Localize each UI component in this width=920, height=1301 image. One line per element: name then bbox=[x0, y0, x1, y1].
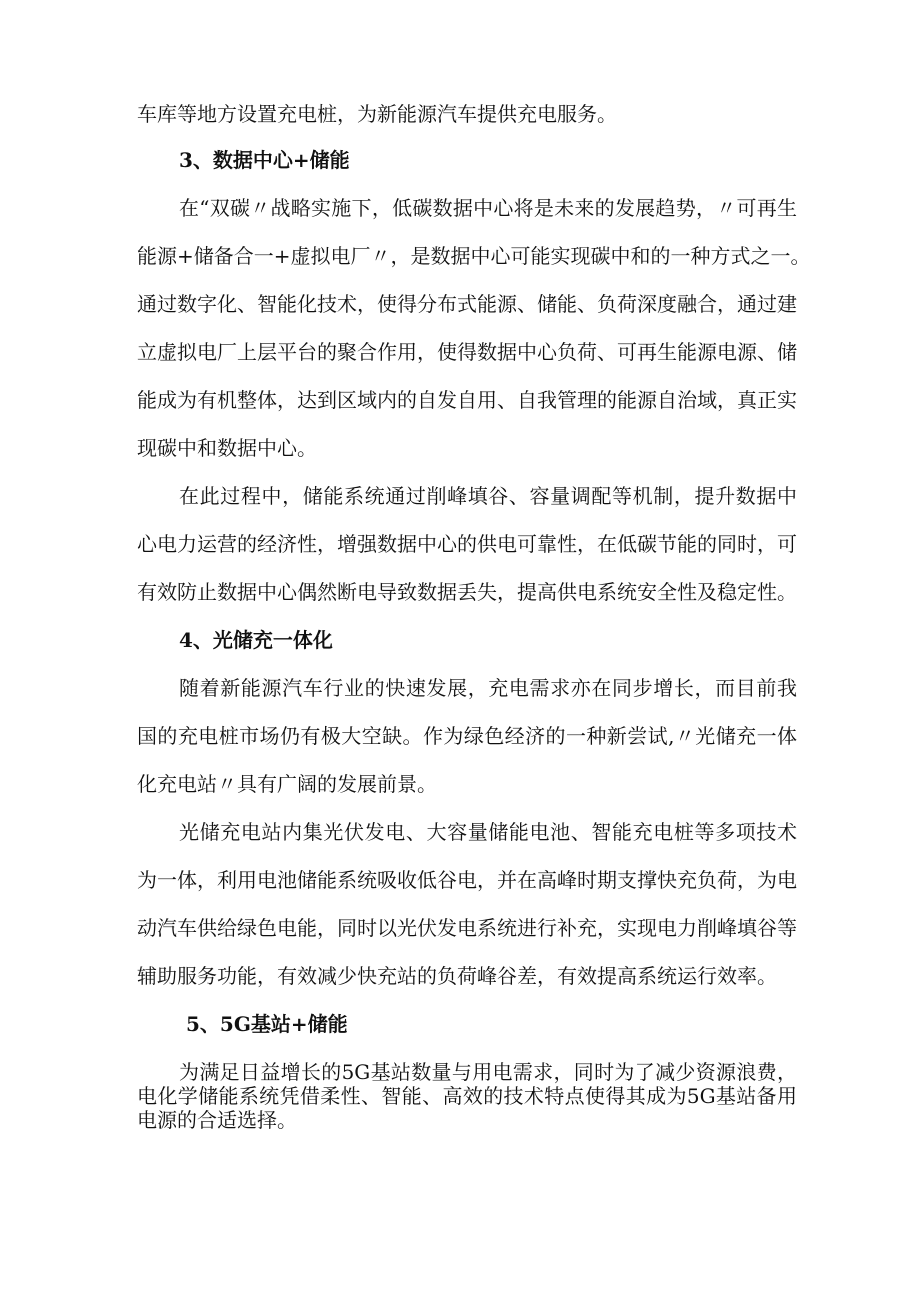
paragraph-line: 有效防止数据中心偶然断电导致数据丢失，提高供电系统安全性及稳定性。 bbox=[137, 580, 797, 604]
paragraph-line: 心电力运营的经济性，增强数据中心的供电可靠性，在低碳节能的同时，可 bbox=[137, 532, 797, 556]
paragraph-line: 为一体，利用电池储能系统吸收低谷电，并在高峰时期支撑快充负荷，为电 bbox=[137, 868, 797, 892]
paragraph-line: 化充电站〃具有广阔的发展前景。 bbox=[137, 772, 437, 796]
paragraph-line: 辅助服务功能，有效减少快充站的负荷峰谷差，有效提高系统运行效率。 bbox=[137, 964, 777, 988]
section-heading-3: 3、数据中心+储能 bbox=[179, 148, 350, 172]
paragraph-line: 能源+储备合一+虚拟电厂〃，是数据中心可能实现碳中和的一种方式之一。 bbox=[137, 244, 811, 268]
paragraph-line: 电化学储能系统凭借柔性、智能、高效的技术特点使得其成为5G基站备用 bbox=[137, 1084, 797, 1108]
paragraph-line: 现碳中和数据中心。 bbox=[137, 436, 317, 460]
paragraph-line: 立虚拟电厂上层平台的聚合作用，使得数据中心负荷、可再生能源电源、储 bbox=[137, 340, 797, 364]
paragraph-line: 电源的合适选择。 bbox=[137, 1108, 297, 1132]
paragraph-line: 光储充电站内集光伏发电、大容量储能电池、智能充电桩等多项技术 bbox=[179, 820, 797, 844]
section-heading-4: 4、光储充一体化 bbox=[179, 628, 333, 652]
paragraph-line: 在“双碳〃战略实施下，低碳数据中心将是未来的发展趋势，〃可再生 bbox=[179, 196, 797, 220]
section-heading-5: 5、5G基站+储能 bbox=[186, 1012, 348, 1036]
paragraph-line: 通过数字化、智能化技术，使得分布式能源、储能、负荷深度融合，通过建 bbox=[137, 292, 797, 316]
paragraph-line: 在此过程中，储能系统通过削峰填谷、容量调配等机制，提升数据中 bbox=[179, 484, 797, 508]
paragraph-line: 车库等地方设置充电桩，为新能源汽车提供充电服务。 bbox=[137, 102, 617, 126]
paragraph-line: 能成为有机整体，达到区域内的自发自用、自我管理的能源自治域，真正实 bbox=[137, 388, 797, 412]
paragraph-line: 国的充电桩市场仍有极大空缺。作为绿色经济的一种新尝试,〃光储充一体 bbox=[137, 724, 797, 748]
paragraph-line: 动汽车供给绿色电能，同时以光伏发电系统进行补充，实现电力削峰填谷等 bbox=[137, 916, 797, 940]
paragraph-line: 为满足日益增长的5G基站数量与用电需求，同时为了减少资源浪费， bbox=[179, 1060, 797, 1084]
paragraph-line: 随着新能源汽车行业的快速发展，充电需求亦在同步增长，而目前我 bbox=[179, 676, 797, 700]
